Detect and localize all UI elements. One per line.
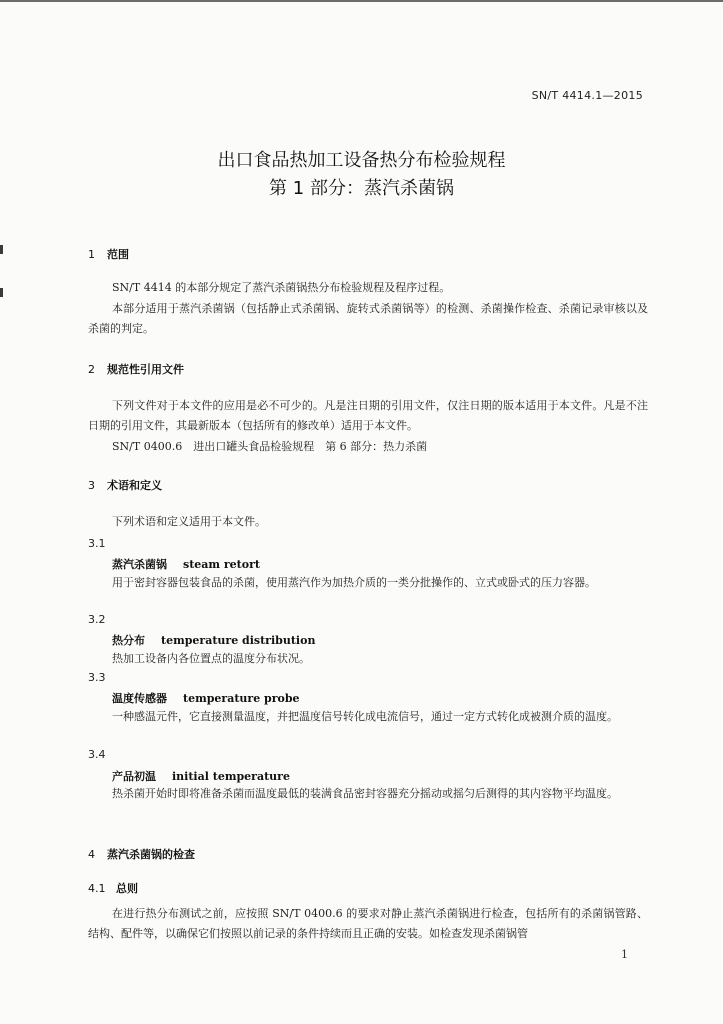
normative-reference: SN/T 0400.6 进出口罐头食品检验规程 第 6 部分：热力杀菌 <box>112 440 428 453</box>
term-number: 3.2 <box>88 613 106 626</box>
term-entry <box>112 690 300 706</box>
scan-edge-mark <box>0 245 3 254</box>
section-heading-2 <box>88 361 184 377</box>
paragraph: 下列术语和定义适用于本文件。 <box>112 515 266 528</box>
term-entry <box>112 556 260 572</box>
term-number: 3.4 <box>88 748 106 761</box>
term-zh: 蒸汽杀菌锅 <box>112 558 167 571</box>
term-zh: 热分布 <box>112 634 145 647</box>
section-title: 蒸汽杀菌锅的检查 <box>107 848 195 861</box>
section-number: 4 <box>88 848 95 861</box>
term-definition: 热加工设备内各位置点的温度分布状况。 <box>112 652 310 665</box>
term-zh: 温度传感器 <box>112 692 167 705</box>
paragraph: 在进行热分布测试之前，应按照 SN/T 0400.6 的要求对静止蒸汽杀菌锅进行检查，包括所有的杀菌锅管路、结构、配件等，以确保它们按照以前记录的条件持续而且正确的安装。如检查发现杀菌锅管 <box>88 907 648 940</box>
section-heading-4 <box>88 846 195 862</box>
term-definition: 用于密封容器包装食品的杀菌，使用蒸汽作为加热介质的一类分批操作的、立式或卧式的压力容器。 <box>112 576 596 589</box>
section-title: 术语和定义 <box>107 479 162 492</box>
subsection-title: 总则 <box>116 882 138 895</box>
term-en: initial temperature <box>172 770 290 783</box>
subsection-number: 4.1 <box>88 882 106 895</box>
term-entry <box>112 632 315 648</box>
section-heading-3 <box>88 477 162 493</box>
subsection-heading-4-1 <box>88 880 138 896</box>
page-number: 1 <box>621 948 628 961</box>
section-title: 范围 <box>107 248 129 261</box>
section-number: 2 <box>88 363 95 376</box>
scan-edge-mark <box>0 288 3 297</box>
document-subtitle: 第 1 部分：蒸汽杀菌锅 <box>269 178 454 199</box>
term-definition: 一种感温元件，它直接测量温度，并把温度信号转化成电流信号，通过一定方式转化成被测介质的温度。 <box>112 710 618 723</box>
term-zh: 产品初温 <box>112 770 156 783</box>
section-number: 1 <box>88 248 95 261</box>
section-number: 3 <box>88 479 95 492</box>
standard-code: SN/T 4414.1—2015 <box>531 89 643 102</box>
term-en: steam retort <box>183 558 260 571</box>
paragraph: SN/T 4414 的本部分规定了蒸汽杀菌锅热分布检验规程及程序过程。 <box>112 281 451 294</box>
document-title: 出口食品热加工设备热分布检验规程 <box>217 150 506 171</box>
term-entry <box>112 768 290 784</box>
section-heading-1 <box>88 246 129 262</box>
term-number: 3.3 <box>88 671 106 684</box>
paragraph: 本部分适用于蒸汽杀菌锅（包括静止式杀菌锅、旋转式杀菌锅等）的检测、杀菌操作检查、杀菌记录审核以及杀菌的判定。 <box>88 302 648 335</box>
scan-top-edge <box>0 0 723 2</box>
term-en: temperature probe <box>183 692 300 705</box>
term-en: temperature distribution <box>161 634 316 647</box>
term-definition: 热杀菌开始时即将准备杀菌而温度最低的装满食品密封容器充分摇动或摇匀后测得的其内容物平均温度。 <box>112 787 618 800</box>
paragraph: 下列文件对于本文件的应用是必不可少的。凡是注日期的引用文件，仅注日期的版本适用于本文件。凡是不注日期的引用文件，其最新版本（包括所有的修改单）适用于本文件。 <box>88 399 648 432</box>
section-title: 规范性引用文件 <box>107 363 184 376</box>
term-number: 3.1 <box>88 537 106 550</box>
